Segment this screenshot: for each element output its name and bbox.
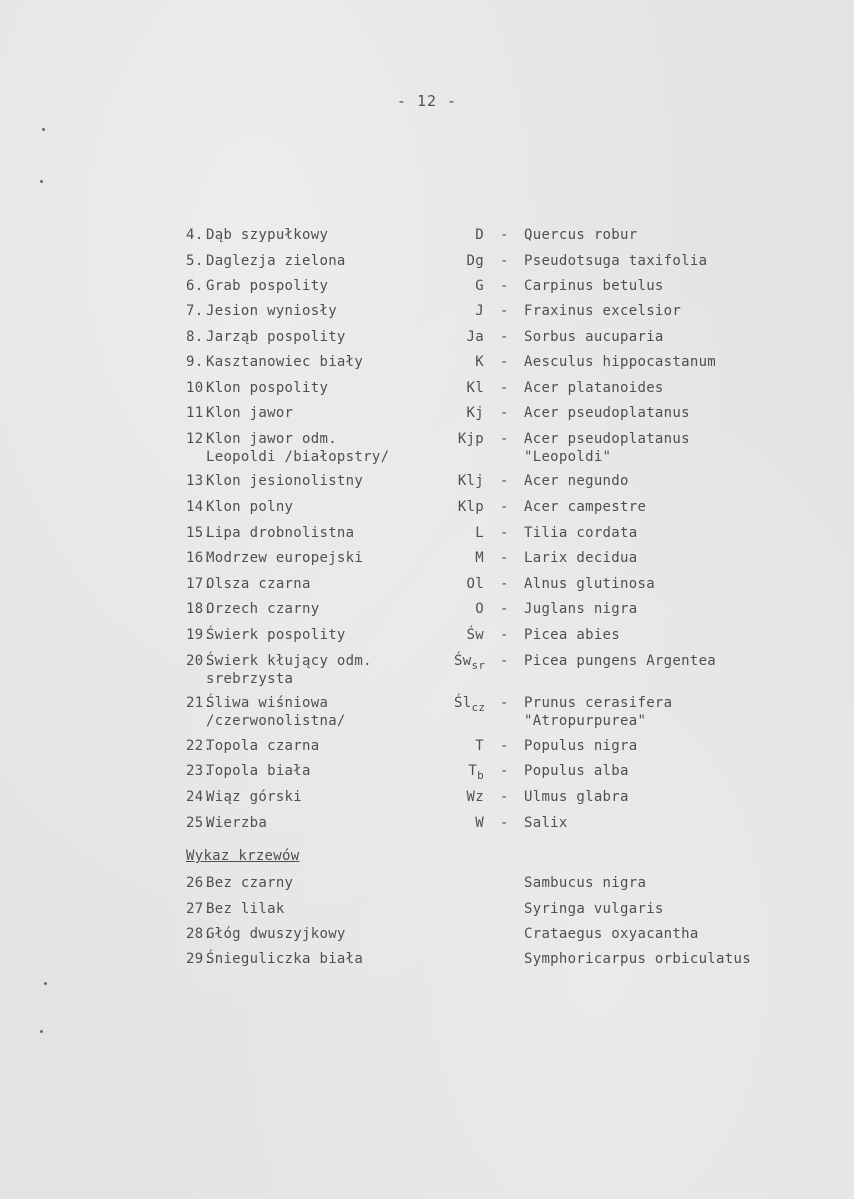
dash: - xyxy=(500,789,509,805)
polish-name: Lipa drobnolistna xyxy=(206,525,355,541)
dash: - xyxy=(500,576,509,592)
abbreviation: $Św_{sr}$ xyxy=(454,653,486,672)
dash: - xyxy=(500,227,509,243)
dash: - xyxy=(500,499,509,515)
polish-name: Śliwa wiśniowa xyxy=(206,695,329,711)
abbreviation: M xyxy=(475,550,484,566)
latin-name: Carpinus betulus xyxy=(524,278,664,294)
entry-number: 29. xyxy=(186,951,213,967)
polish-name: Wiąz górski xyxy=(206,789,303,805)
dash: - xyxy=(500,550,509,566)
abbreviation: $Śl_{cz}$ xyxy=(454,695,486,714)
entry-number: 7. xyxy=(186,303,204,319)
dash: - xyxy=(500,815,509,831)
abbreviation: Ja xyxy=(466,329,484,345)
entry-number: 26. xyxy=(186,875,213,891)
abbreviation: Św xyxy=(466,627,484,643)
dash: - xyxy=(500,627,509,643)
latin-name: Syringa vulgaris xyxy=(524,901,664,917)
polish-name: Orzech czarny xyxy=(206,601,320,617)
abbreviation: Wz xyxy=(466,789,484,805)
dash: - xyxy=(500,354,509,370)
entry-number: 21. xyxy=(186,695,213,711)
entry-number: 14. xyxy=(186,499,213,515)
latin-name: Picea abies xyxy=(524,627,621,643)
abbreviation: W xyxy=(475,815,484,831)
polish-name: Grab pospolity xyxy=(206,278,329,294)
entry-number: 23. xyxy=(186,763,213,779)
latin-name: Sambucus nigra xyxy=(524,875,647,891)
polish-name: Głóg dwuszyjkowy xyxy=(206,926,346,942)
dash: - xyxy=(500,278,509,294)
entry-number: 18. xyxy=(186,601,213,617)
speck xyxy=(42,128,45,131)
polish-name: Daglezja zielona xyxy=(206,253,346,269)
entry-number: 9. xyxy=(186,354,204,370)
polish-name: Bez lilak xyxy=(206,901,285,917)
dash: - xyxy=(500,525,509,541)
speck xyxy=(44,982,47,985)
latin-name: Pseudotsuga taxifolia xyxy=(524,253,708,269)
latin-name: Acer pseudoplatanus xyxy=(524,405,690,421)
dash: - xyxy=(500,763,509,779)
abbreviation: G xyxy=(475,278,484,294)
polish-name: Dąb szypułkowy xyxy=(206,227,329,243)
polish-name: Modrzew europejski xyxy=(206,550,364,566)
polish-name: Bez czarny xyxy=(206,875,294,891)
shrubs-heading: Wykaz krzewów xyxy=(186,848,300,864)
entry-number: 11. xyxy=(186,405,213,421)
latin-name: Prunus cerasifera xyxy=(524,695,673,711)
latin-name: Acer pseudoplatanus xyxy=(524,431,690,447)
latin-name: Aesculus hippocastanum xyxy=(524,354,717,370)
latin-name: Salix xyxy=(524,815,568,831)
polish-name: Topola biała xyxy=(206,763,311,779)
dash: - xyxy=(500,431,509,447)
entry-number: 17. xyxy=(186,576,213,592)
polish-name: Świerk kłujący odm. xyxy=(206,653,372,669)
abbreviation-subscript: cz xyxy=(471,701,486,714)
page-number: - 12 - xyxy=(396,92,458,110)
speck xyxy=(40,180,43,183)
abbreviation: Kl xyxy=(466,380,484,396)
latin-name-line2: "Leopoldi" xyxy=(524,449,612,465)
dash: - xyxy=(500,380,509,396)
polish-name: Klon jesionolistny xyxy=(206,473,364,489)
latin-name: Crataegus oxyacantha xyxy=(524,926,699,942)
dash: - xyxy=(500,473,509,489)
abbreviation: $T_b$ xyxy=(468,763,484,782)
entry-number: 10. xyxy=(186,380,213,396)
latin-name-line2: "Atropurpurea" xyxy=(524,713,647,729)
latin-name: Acer platanoides xyxy=(524,380,664,396)
abbreviation: J xyxy=(475,303,484,319)
abbreviation: Kjp xyxy=(457,431,484,447)
abbreviation-subscript: sr xyxy=(471,659,486,672)
latin-name: Alnus glutinosa xyxy=(524,576,655,592)
abbreviation: T xyxy=(475,738,484,754)
entry-number: 13. xyxy=(186,473,213,489)
dash: - xyxy=(500,653,509,669)
latin-name: Fraxinus excelsior xyxy=(524,303,682,319)
polish-name: Świerk pospolity xyxy=(206,627,346,643)
polish-name-line2: srebrzysta xyxy=(206,671,294,687)
entry-number: 25. xyxy=(186,815,213,831)
latin-name: Acer campestre xyxy=(524,499,647,515)
latin-name: Tilia cordata xyxy=(524,525,638,541)
latin-name: Picea pungens Argentea xyxy=(524,653,717,669)
abbreviation: K xyxy=(475,354,484,370)
polish-name-line2: /czerwonolistna/ xyxy=(206,713,346,729)
latin-name: Populus nigra xyxy=(524,738,638,754)
entry-number: 15. xyxy=(186,525,213,541)
abbreviation: Kj xyxy=(466,405,484,421)
abbreviation: L xyxy=(475,525,484,541)
latin-name: Larix decidua xyxy=(524,550,638,566)
entry-number: 22. xyxy=(186,738,213,754)
entry-number: 6. xyxy=(186,278,204,294)
entry-number: 27. xyxy=(186,901,213,917)
latin-name: Juglans nigra xyxy=(524,601,638,617)
polish-name-line2: Leopoldi /białopstry/ xyxy=(206,449,390,465)
entry-number: 16. xyxy=(186,550,213,566)
abbreviation: Dg xyxy=(466,253,484,269)
dash: - xyxy=(500,738,509,754)
speck xyxy=(40,1030,43,1033)
dash: - xyxy=(500,405,509,421)
abbreviation: D xyxy=(475,227,484,243)
latin-name: Symphoricarpus orbiculatus xyxy=(524,951,751,967)
polish-name: Jarząb pospolity xyxy=(206,329,346,345)
entry-number: 12. xyxy=(186,431,213,447)
entry-number: 20. xyxy=(186,653,213,669)
abbreviation: Klj xyxy=(457,473,484,489)
polish-name: Klon pospolity xyxy=(206,380,329,396)
latin-name: Sorbus aucuparia xyxy=(524,329,664,345)
dash: - xyxy=(500,253,509,269)
polish-name: Klon jawor odm. xyxy=(206,431,337,447)
dash: - xyxy=(500,601,509,617)
latin-name: Ulmus glabra xyxy=(524,789,629,805)
dash: - xyxy=(500,695,509,711)
polish-name: Śnieguliczka biała xyxy=(206,951,364,967)
polish-name: Wierzba xyxy=(206,815,268,831)
entry-number: 8. xyxy=(186,329,204,345)
latin-name: Populus alba xyxy=(524,763,629,779)
polish-name: Topola czarna xyxy=(206,738,320,754)
abbreviation-subscript: b xyxy=(477,769,484,782)
entry-number: 19. xyxy=(186,627,213,643)
polish-name: Klon polny xyxy=(206,499,294,515)
entry-number: 24. xyxy=(186,789,213,805)
abbreviation: Klp xyxy=(457,499,484,515)
dash: - xyxy=(500,329,509,345)
latin-name: Quercus robur xyxy=(524,227,638,243)
abbreviation: Ol xyxy=(466,576,484,592)
polish-name: Jesion wyniosły xyxy=(206,303,337,319)
abbreviation: O xyxy=(475,601,484,617)
latin-name: Acer negundo xyxy=(524,473,629,489)
dash: - xyxy=(500,303,509,319)
entry-number: 28. xyxy=(186,926,213,942)
polish-name: Kasztanowiec biały xyxy=(206,354,364,370)
polish-name: Klon jawor xyxy=(206,405,294,421)
entry-number: 5. xyxy=(186,253,204,269)
polish-name: Olsza czarna xyxy=(206,576,311,592)
entry-number: 4. xyxy=(186,227,204,243)
